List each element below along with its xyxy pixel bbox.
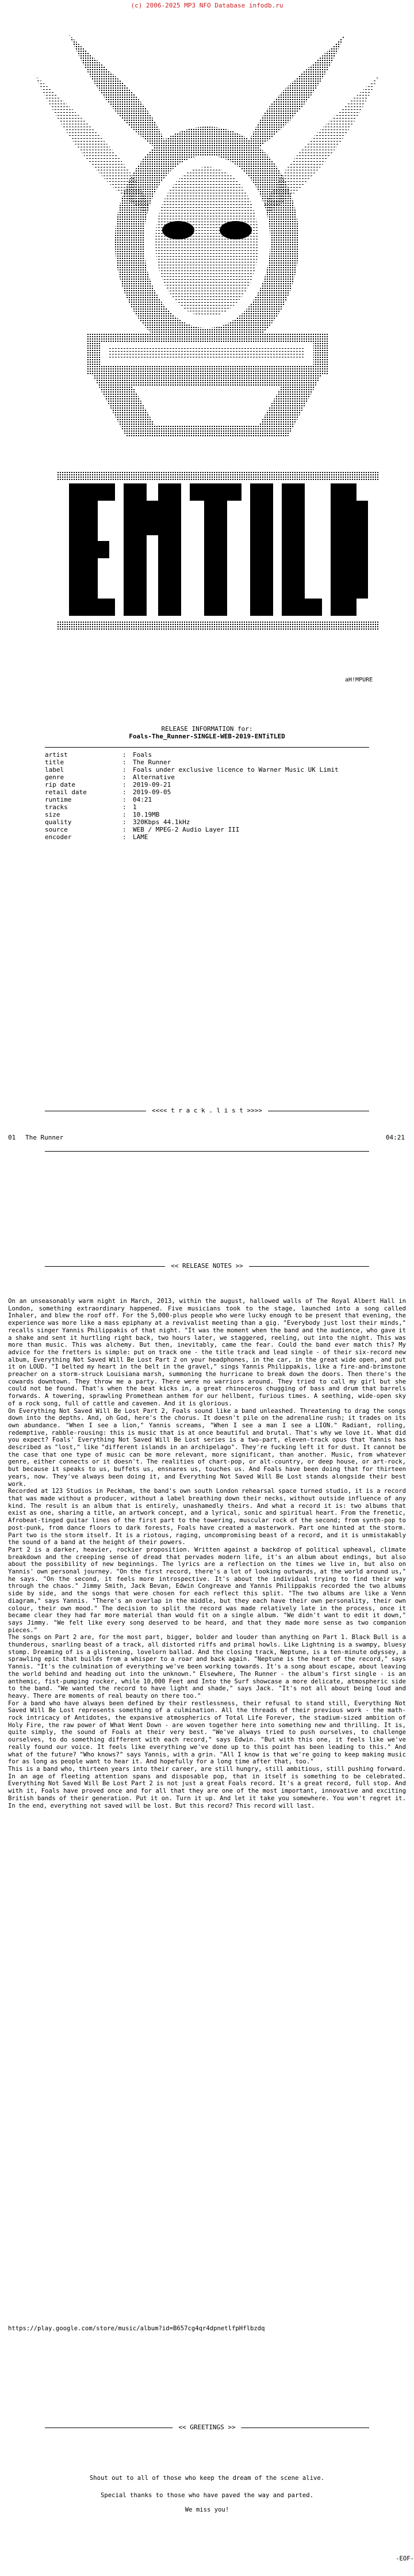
info-value: WEB / MPEG-2 Audio Layer III xyxy=(133,826,240,833)
info-value: Alternative xyxy=(133,773,175,781)
info-value: The Runner xyxy=(133,759,171,766)
info-row-artist: artist : Foals xyxy=(45,751,152,759)
notes-paragraph: Part 2 is a darker, heavier, rockier proposition. Written against a backdrop of political upheaval, climate breakdown and the creeping sense of dread that pervades modern life, it's an album about endings, but also about the possibility of new beginnings. The lyrics are a reflection on the times we live in, but also on Yannis' own personal journey. "On the first record, there's a lot of looking outwards, at the world around us," he says. "On the second, it feels more introspective. It's about the individual trying to find their way through the chaos." Jimmy Smith, Jack Bevan, Edwin Congreave and Yannis Philippakis recorded the two albums side by side, and the songs that were chosen for each reflect this split. "The two albums are like a Venn diagram," says Yannis. "There's an overlap in the middle, but they each have their own personality, their own colour, their own mood." The decision to split the record was made relatively late in the process, once it became clear they had far more material than would fit on a single album. "We didn't want to edit it down," says Jimmy. "We felt like every song deserved to be heard, and that they made more sense as two companion pieces." xyxy=(8,1546,406,1634)
info-value: 1 xyxy=(133,803,137,811)
greeting-line: We miss you! xyxy=(185,2506,229,2513)
greeting-line: Shout out to all of those who keep the dream of the scene alive. xyxy=(89,2475,325,2482)
info-row-label: label : Foals under exclusive licence to Warner Music UK Limit xyxy=(45,766,339,773)
ascii-art-logo xyxy=(0,12,414,691)
info-key: genre xyxy=(45,773,64,781)
info-key: rip date xyxy=(45,781,75,788)
info-key: tracks xyxy=(45,803,68,811)
info-row-encoder: encoder : LAME xyxy=(45,833,148,841)
info-value: 320Kbps 44.1kHz xyxy=(133,818,190,826)
info-value: 04:21 xyxy=(133,796,152,803)
notes-paragraph: On an unseasonably warm night in March, 2013, within the august, hallowed walls of The Royal Albert Hall in London, something extraordinary happened. Five musicians took to the stage, launched into a song called Inhaler, and blew the roof off. For the 5,000-plus people who were lucky enough to be present that evening, the experience was more like a mass epiphany at a revivalist meeting than a gig. "Everybody just lost their minds," recalls singer Yannis Philippakis of that night. "It was the moment when the band and the audience, who gave it a shake and sent it hurtling right back, two hours later, we staggered, reeling, out into the night. This was more than music. This was alchemy. But then, inevitably, came the fear. Could the band ever match this? My advice for the fretters is simple: put on track one - the title track and lead single - of their six-record new album, Everything Not Saved Will Be Lost Part 2 on your headphones, in the car, in the great wide open, and put it on LOUD. "I belted my heart in the belt in the gravel," sings Yannis Philippakis, like a fire-and-brimstone preacher on a storm-struck Louisiana marsh, summoning the hurricane to break down the doors. Then there's the cowards downtown. They throw me a party. There were no warriors around. They tried to call my girl but she could not be found. That's when the beat kicks in, a great rhinoceros chugging of bass and drum that barrels forwards. A towering, sprawling Promethean anthem for our hellbent, furious times. A seething, wide-open sky of a rock song, full of cattle and cavemen. And it is glorious. xyxy=(8,1298,406,1407)
store-link[interactable]: https://play.google.com/store/music/album?id=B657cg4qr4dpnetlfpHflbzdq xyxy=(8,2325,265,2332)
notes-paragraph: This is a band who, thirteen years into their career, are still hungry, still ambitious, still pushing forward. In an age of fleeting attention spans and disposable pop, that in itself is something to be celebrated. Everything Not Saved Will Be Lost Part 2 is not just a great Foals record. It's a great record, full stop. And with it, Foals have proved once and for all that they are one of the most important, innovative and exciting British bands of their generation. Put it on. Turn it up. And let it take you somewhere. You won't regret it. In the end, everything not saved will be lost. But this record? This record will last. xyxy=(8,1766,406,1809)
info-row-tracks: tracks : 1 xyxy=(45,803,137,811)
divider xyxy=(45,747,369,748)
info-key: size xyxy=(45,811,60,818)
info-value: LAME xyxy=(133,833,148,841)
info-row-runtime: runtime : 04:21 xyxy=(45,796,152,803)
site-banner: (c) 2006-2025 MP3 NFO Database infodb.ru xyxy=(131,2,283,9)
info-key: runtime xyxy=(45,796,72,803)
notes-paragraph: Recorded at 123 Studios in Peckham, the band's own south London rehearsal space turned studio, it is a record that was made without a producer, without a label breathing down their necks, without outside influence of any kind. The result is an album that is entirely, unashamedly theirs. And what a record it is: two albums that exist as one, sharing a title, an artwork concept, and a lyrical, sonic and spiritual heart. From the frenetic, Afrobeat-tinged guitar lines of the first part to the towering, muscular rock of the second; from synth-pop to post-punk, from dance floors to dark forests, Foals have created a masterwork. Part one hinted at the storm. Part two is the storm itself. It is a riotous, raging, uncompromising beast of a record, and it is unmistakably the sound of a band at the height of their powers. xyxy=(8,1488,406,1546)
info-row-size: size : 10.19MB xyxy=(45,811,160,818)
info-key: encoder xyxy=(45,833,72,841)
info-row-rip-date: rip date : 2019-09-21 xyxy=(45,781,171,788)
track-title: The Runner xyxy=(25,1134,64,1141)
info-value: 2019-09-21 xyxy=(133,781,171,788)
notes-header: << RELEASE NOTES >> xyxy=(165,1262,249,1270)
ascii-art-illustration xyxy=(0,12,414,691)
release-notes xyxy=(8,1298,406,1809)
info-value: 10.19MB xyxy=(133,811,160,818)
info-key: label xyxy=(45,766,64,773)
info-row-retail-date: retail date : 2019-09-05 xyxy=(45,788,171,796)
info-key: source xyxy=(45,826,68,833)
release-title: Foals-The_Runner-SINGLE-WEB-2019-ENTiTLED xyxy=(129,733,285,740)
track-number: 01 xyxy=(8,1134,16,1141)
track-duration: 04:21 xyxy=(385,1134,405,1141)
info-row-title: title : The Runner xyxy=(45,759,171,766)
info-key: quality xyxy=(45,818,72,826)
release-info-header xyxy=(0,725,414,740)
notes-paragraph: The songs on Part 2 are, for the most part, bigger, bolder and louder than anything on Part 1. Black Bull is a thunderous, snarling beast of a track, all distorted riffs and primal howls. Like Lightning is a swampy, bluesy stomp. Dreaming of is a glistening, lovelorn ballad. And the closing track, Neptune, is a ten-minute odyssey, a sprawling epic that builds from a whisper to a roar and back again. "Neptune is the heart of the record," says Yannis. "It's the culmination of everything we've been working towards. It's a song about escape, about leaving the world behind and heading out into the unknown." Elsewhere, The Runner - the album's first single - is an anthemic, fist-pumping rocker, while 10,000 Feet and Into the Surf showcase a more delicate, atmospheric side to the band. "We wanted the record to have light and shade," says Jack. "It's not all about being loud and heavy. There are moments of real beauty on there too." xyxy=(8,1634,406,1699)
info-value: Foals under exclusive licence to Warner Music UK Limit xyxy=(133,766,339,773)
notes-paragraph: For a band who have always been defined by their restlessness, their refusal to stand still, Everything Not Saved Will Be Lost represents something of a culmination. All the threads of their previous work - the math-rock intricacy of Antidotes, the expansive atmospherics of Total Life Forever, the stadium-sized ambition of Holy Fire, the raw power of What Went Down - are woven together here into something new and thrilling. It is, quite simply, the sound of Foals at their very best. "We've always tried to push ourselves, to challenge ourselves, to do something different with each record," says Edwin. "But with this one, it feels like we've really found our voice. It feels like everything we've done up to this point has been leading to this." And what of the future? "Who knows?" says Yannis, with a grin. "All I know is that we're going to keep making music for as long as people want to hear it. And hopefully for a long time after that, too." xyxy=(8,1699,406,1766)
info-value: Foals xyxy=(133,751,152,759)
info-row-quality: quality : 320Kbps 44.1kHz xyxy=(45,818,190,826)
release-info-table xyxy=(45,751,378,841)
greeting-line: Special thanks to those who have paved the way and parted. xyxy=(101,2492,313,2499)
tracklist-header: <<<< t r a c k . l i s t >>>> xyxy=(146,1107,268,1114)
art-credit: aH!MPURE xyxy=(345,677,373,683)
tracklist-bottom-divider xyxy=(45,1151,369,1152)
info-row-source: source : WEB / MPEG-2 Audio Layer III xyxy=(45,826,240,833)
info-key: title xyxy=(45,759,64,766)
eof-marker: -EOF- xyxy=(396,2555,414,2562)
info-key: retail date xyxy=(45,788,87,796)
info-key: artist xyxy=(45,751,68,759)
greetings-header: << GREETINGS >> xyxy=(172,2423,241,2431)
info-row-genre: genre : Alternative xyxy=(45,773,175,781)
release-info-label: RELEASE INFORMATION for: xyxy=(161,725,253,733)
notes-paragraph: On Everything Not Saved Will Be Lost Part 2, Foals sound like a band unleashed. Threatening to drag the songs down into the depths. And, oh God, here's the chorus. It doesn't pile on the adrenaline rush; it trades on its own abundance. "When I see a lion," Yannis screams, "When I see a man I see a LION." Radiant, rolling, redemptive, rabble-rousing: this is music that is at once beautiful and brutal. That's why we love it. What did you expect? Foals' Everything Not Saved Will Be Lost series is a two-part, eleven-track opus that Yannis has described as "lost," like "different islands in an archipelago". They're fucking left it for dust. It cannot be the case that one type of music can be more relevant, more significant, than another. Music, from whatever genre, either connects or it doesn't. The realities of chart-pop, or alt-country, or deep house, or art-rock, but because it speaks to us, buffets us, ensnares us, touches us. And Foals have been doing that for thirteen years, now. They've always been doing it, and Everything Not Saved Will Be Lost stands alongside their best work. xyxy=(8,1407,406,1488)
info-value: 2019-09-05 xyxy=(133,788,171,796)
track-row xyxy=(8,1134,405,1141)
